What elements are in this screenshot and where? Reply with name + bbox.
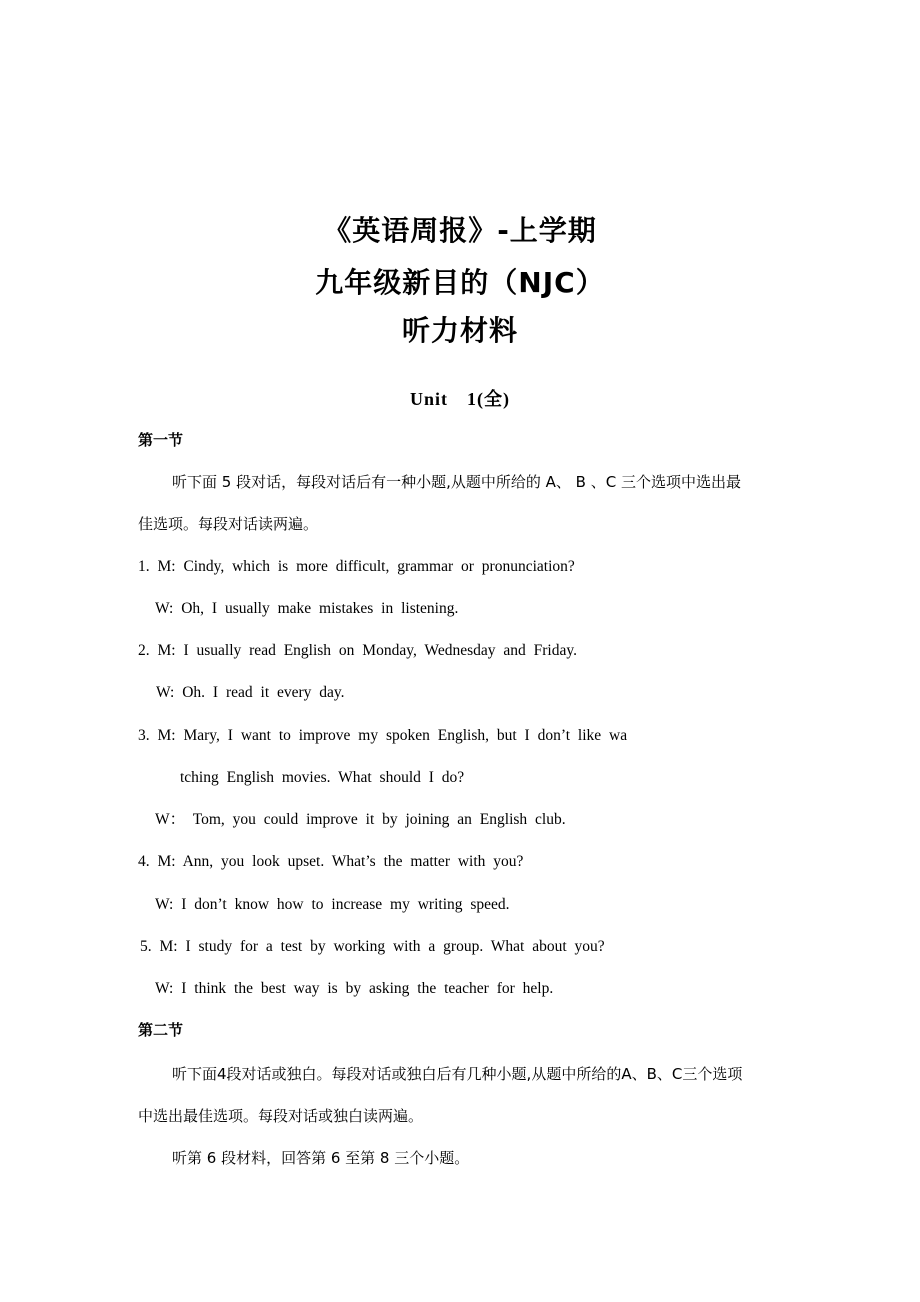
section-2-instructions-line-2: 中选出最佳选项。每段对话或独白读两遍。 <box>138 1107 424 1125</box>
dialogue-3-man-line-1: 3. M: Mary, I want to improve my spoken English, but I don’t like wa <box>138 727 628 744</box>
dialogue-3-woman: W： Tom, you could improve it by joining an English club. <box>155 811 566 828</box>
dialogue-4-woman: W: I don’t know how to increase my writing speed. <box>155 896 510 913</box>
section-1-heading: 第一节 <box>138 431 184 449</box>
dialogue-2-man: 2. M: I usually read English on Monday, Wednesday and Friday. <box>138 642 577 659</box>
section-2-instructions-line-3: 听第 6 段材料，回答第 6 至第 8 三个小题。 <box>172 1149 470 1167</box>
section-1-instructions-line-2: 佳选项。每段对话读两遍。 <box>138 515 319 533</box>
section-2-heading: 第二节 <box>138 1021 184 1039</box>
unit-heading: Unit 1(全) <box>410 389 510 409</box>
section-2-instructions-line-1: 听下面4段对话或独白。每段对话或独白后有几种小题,从题中所给的A、B、C三个选项 <box>172 1065 743 1083</box>
dialogue-4-man: 4. M: Ann, you look upset. What’s the matter with you? <box>138 853 524 870</box>
dialogue-5-man: 5. M: I study for a test by working with a group. What about you? <box>140 938 605 955</box>
document-title-line-3: 听力材料 <box>401 314 518 347</box>
document-title-line-2: 九年级新目的（NJC） <box>315 266 605 299</box>
document-title-line-1: 《英语周报》-上学期 <box>323 214 597 247</box>
section-1-instructions-line-1: 听下面 5 段对话，每段对话后有一种小题,从题中所给的 A、 B 、C 三个选项中选出最 <box>172 473 741 491</box>
dialogue-1-man: 1. M: Cindy, which is more difficult, grammar or pronunciation? <box>138 558 575 575</box>
dialogue-2-woman: W: Oh. I read it every day. <box>156 684 345 701</box>
dialogue-3-man-line-2: tching English movies. What should I do? <box>180 769 465 786</box>
dialogue-5-woman: W: I think the best way is by asking the teacher for help. <box>155 980 554 997</box>
dialogue-1-woman: W: Oh, I usually make mistakes in listening. <box>155 600 459 617</box>
